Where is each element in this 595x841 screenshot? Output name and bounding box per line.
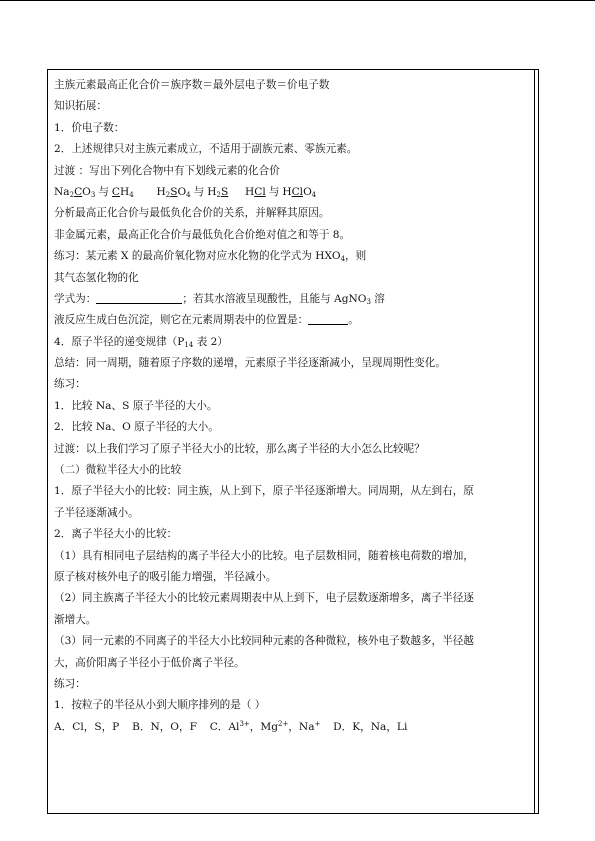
text-line-compare-na-o: 2．比较 Na、O 原子半径的大小。	[54, 421, 219, 434]
text-line-summary: 总结：同一周期，随着原子序数的递增，元素原子半径逐渐减小，呈现周期性变化。	[54, 357, 446, 370]
text-line-ion-radius: 2．离子半径大小的比较：	[54, 528, 178, 541]
text-line-ion-case-2: （2）同主族离子半径大小的比较元素周期表中从上到下，电子层数逐渐增多，离子半径逐	[54, 592, 474, 605]
formula-h2so4: $H_2SO_4$	[156, 185, 191, 199]
question-1: 1．按粒子的半径从小到大顺序排列的是（ ）	[54, 699, 266, 712]
text-line-analysis: 分析最高正化合价与最低负化合价的关系，并解释其原因。	[54, 207, 330, 220]
text-line-compare-na-s: 1．比较 Na、S 原子半径的大小。	[54, 399, 218, 412]
text-line-transition-2: 过渡：以上我们学习了原子半径大小的比较，那么离子半径的大小怎么比较呢？	[54, 442, 425, 455]
option-b[interactable]: B．N，O，F	[132, 720, 197, 733]
formula-hclo4: HClO$_4$	[282, 185, 317, 199]
text-line-radius-rule: 4．原子半径的递变规律（$P_{14}$ 表 2）	[54, 335, 228, 349]
section-heading-particle-radius: （二）微粒半径大小的比较	[54, 464, 182, 477]
text-line-knowledge-heading: 知识拓展：	[54, 100, 107, 113]
text-line-atom-radius: 1．原子半径大小的比较：同主族，从上到下，原子半径逐渐增大。同周期，从左到右，原	[54, 485, 474, 498]
text-line-rule-scope: 2．上述规律只对主族元素成立，不适用于副族元素、零族元素。	[54, 143, 358, 156]
formula-line: $Na_2CO_3$ 与 $CH_4$ $H_2SO_4$ 与 $H_2S$ HCl 与 HClO$_4$	[54, 185, 317, 199]
option-d[interactable]: D．K，Na，Li	[333, 720, 408, 733]
text-line-hydride: 其气态氢化物的化	[54, 271, 139, 284]
option-a[interactable]: A．Cl，S，P	[54, 720, 120, 733]
text-line-atom-radius-cont: 子半径逐渐减小。	[54, 506, 139, 519]
main-content-cell	[54, 75, 528, 738]
formula-hcl: HCl	[244, 185, 266, 198]
text-line-position-blank: 液反应生成白色沉淀，则它在元素周期表中的位置是： 。	[54, 314, 359, 327]
option-c[interactable]: C．$Al^{3+}$，$Mg^{2+}$，Na+	[209, 719, 321, 733]
answer-blank-formula[interactable]	[96, 292, 182, 304]
formula-ch4: $CH_4$	[111, 185, 134, 199]
text-line-valence-electron: 1．价电子数：	[54, 121, 125, 134]
text-line-ion-case-3: （3）同一元素的不同离子的半径大小比较同种元素的各种微粒，核外电子数越多，半径越	[54, 635, 474, 648]
text-line-formula-blank: 学式为： ；若其水溶液呈现酸性，且能与 AgNO$_3$ 溶	[54, 292, 385, 306]
text-line-exercise-x: 练习：某元素 X 的最高价氧化物对应水化物的化学式为 $HXO_4$，则	[54, 250, 367, 264]
text-line-ion-case-1-cont: 原子核对核外电子的吸引能力增强，半径减小。	[54, 570, 277, 583]
table-frame	[47, 69, 539, 814]
text-line-ion-case-3-cont: 大，高价阳离子半径小于低价离子半径。	[54, 656, 245, 669]
question-1-options	[54, 717, 528, 738]
text-line-nonmetal: 非金属元素，最高正化合价与最低负化合价绝对值之和等于 8。	[54, 228, 351, 241]
text-line-exercise-heading-2: 练习：	[54, 677, 86, 690]
formula-na2co3: $Na_2CO_3$	[54, 185, 96, 199]
column-divider	[534, 70, 535, 813]
text-line-ion-case-1: （1）具有相同电子层结构的离子半径大小的比较。电子层数相同，随着核电荷数的增加，	[54, 549, 474, 562]
page-top-rule	[0, 0, 595, 1]
answer-blank-position[interactable]	[308, 313, 348, 325]
text-line-exercise-heading: 练习：	[54, 378, 86, 391]
text-line-ion-case-2-cont: 渐增大。	[54, 613, 97, 626]
formula-h2s: $H_2S$	[207, 185, 229, 199]
text-line-rule: 主族元素最高正化合价＝族序数＝最外层电子数＝价电子数	[54, 79, 330, 91]
text-line-transition-1: 过渡 ：写出下列化合物中有下划线元素的化合价	[54, 164, 280, 177]
